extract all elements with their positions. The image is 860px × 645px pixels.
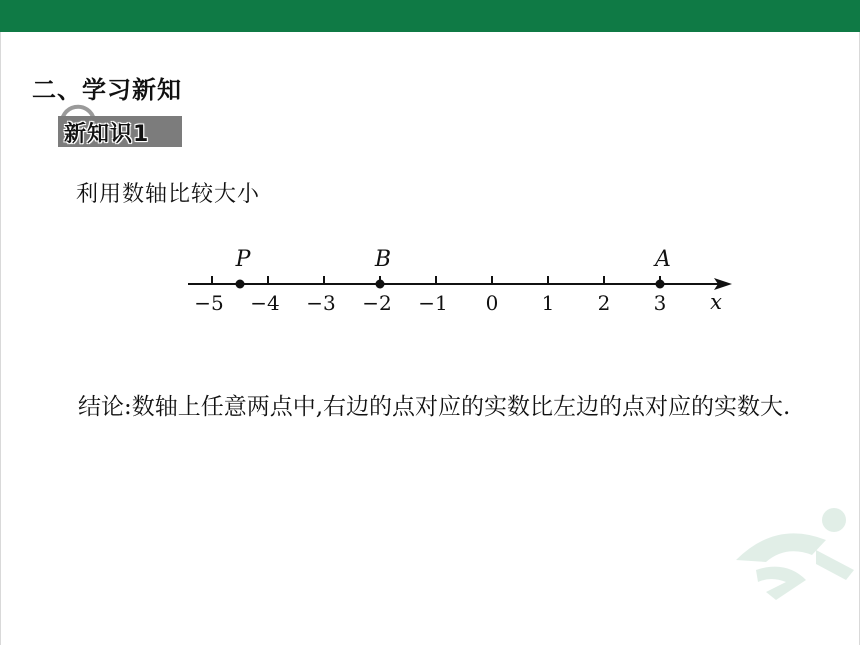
badge-label: 新知识1 <box>64 122 150 147</box>
tick-label: 2 <box>597 291 611 315</box>
point-b-dot <box>376 280 385 289</box>
tick-label: 1 <box>541 291 555 315</box>
runner-watermark-icon <box>716 500 860 610</box>
point-p-label: P <box>235 247 251 272</box>
tick-label: −5 <box>194 291 224 315</box>
tick-label: −4 <box>250 291 280 315</box>
conclusion-text: 结论:数轴上任意两点中,右边的点对应的实数比左边的点对应的实数大. <box>78 394 791 420</box>
tick-label: 3 <box>653 291 667 315</box>
tick-label: −1 <box>418 291 448 315</box>
tick-label: 0 <box>485 291 499 315</box>
tick-label: −3 <box>306 291 336 315</box>
point-a-dot <box>656 280 665 289</box>
topic-text: 利用数轴比较大小 <box>76 182 261 207</box>
tick-label: −2 <box>362 291 392 315</box>
point-b-label: B <box>374 247 392 272</box>
axis-label-x: x <box>710 290 722 314</box>
section-heading: 二、学习新知 <box>32 76 182 104</box>
point-a-label: A <box>655 247 671 272</box>
point-p-dot <box>236 280 245 289</box>
